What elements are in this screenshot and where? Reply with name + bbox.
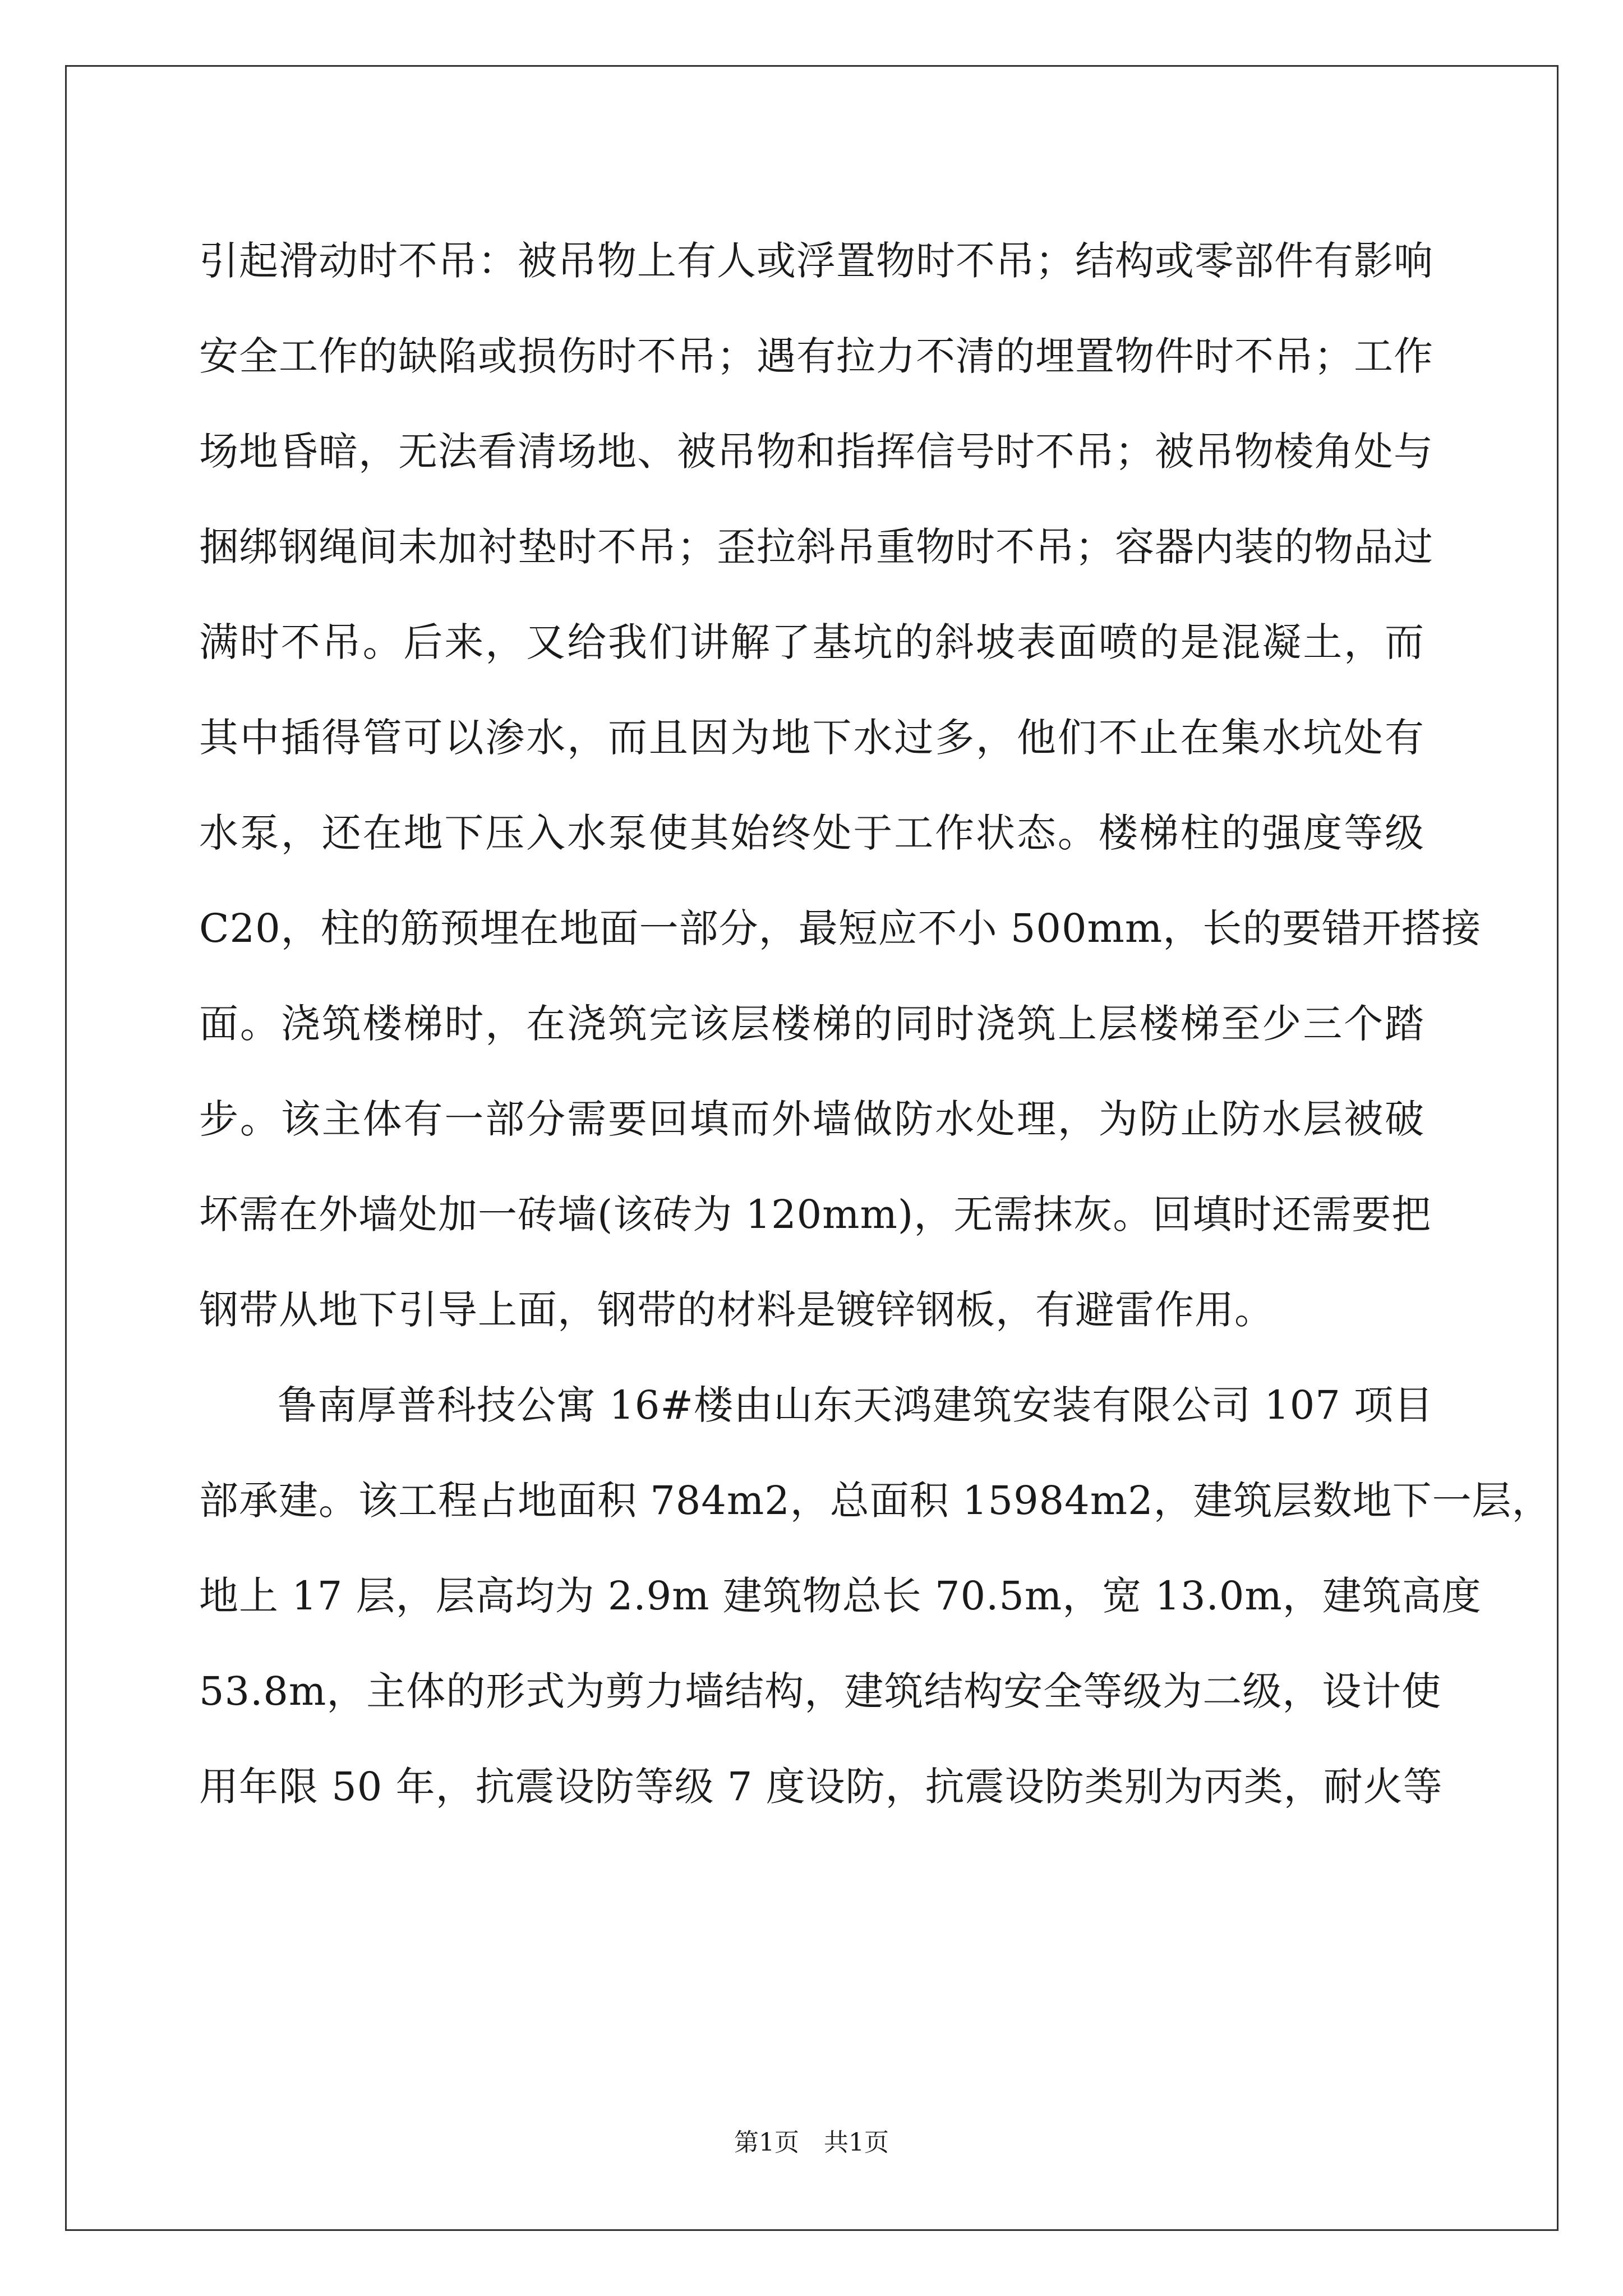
text-line: 地上 17 层，层高均为 2.9m 建筑物总长 70.5m，宽 13.0m，建筑高度 [199, 1573, 1482, 1619]
text-line: 引起滑动时不吊：被吊物上有人或浮置物时不吊；结构或零部件有影响 [199, 238, 1433, 284]
paragraph-1 [199, 213, 1482, 1358]
text-line: 步。该主体有一部分需要回填而外墙做防水处理，为防止防水层被破 [199, 1096, 1424, 1142]
text-line: 部承建。该工程占地面积 784m2，总面积 15984m2，建筑层数地下一层， [199, 1478, 1552, 1524]
text-line: 53.8m，主体的形式为剪力墙结构，建筑结构安全等级为二级，设计使 [199, 1668, 1442, 1714]
text-line: 用年限 50 年，抗震设防等级 7 度设防，抗震设防类别为丙类，耐火等 [199, 1764, 1443, 1810]
page-footer: 第1页 共1页 [734, 2128, 889, 2157]
text-line: 鲁南厚普科技公寓 16#楼由山东天鸿建筑安装有限公司 107 项目 [278, 1382, 1434, 1428]
text-line: 满时不吊。后来，又给我们讲解了基坑的斜坡表面喷的是混凝土，而 [199, 619, 1424, 665]
text-line: 坏需在外墙处加一砖墙(该砖为 120mm)，无需抹灰。回填时还需要把 [199, 1191, 1432, 1237]
document-body [199, 213, 1552, 1834]
text-line: 安全工作的缺陷或损伤时不吊；遇有拉力不清的埋置物件时不吊；工作 [199, 333, 1433, 379]
text-line: 钢带从地下引导上面，钢带的材料是镀锌钢板，有避雷作用。 [199, 1287, 1274, 1333]
text-line: 其中插得管可以渗水，而且因为地下水过多，他们不止在集水坑处有 [199, 715, 1424, 761]
paragraph-2 [199, 1358, 1552, 1834]
text-line: 场地昏暗，无法看清场地、被吊物和指挥信号时不吊；被吊物棱角处与 [199, 429, 1433, 475]
text-line: 捆绑钢绳间未加衬垫时不吊；歪拉斜吊重物时不吊；容器内装的物品过 [199, 524, 1433, 570]
text-line: C20，柱的筋预埋在地面一部分，最短应不小 500mm，长的要错开搭接 [199, 905, 1482, 951]
text-line: 水泵，还在地下压入水泵使其始终处于工作状态。楼梯柱的强度等级 [199, 810, 1424, 856]
text-line: 面。浇筑楼梯时，在浇筑完该层楼梯的同时浇筑上层楼梯至少三个踏 [199, 1001, 1424, 1047]
